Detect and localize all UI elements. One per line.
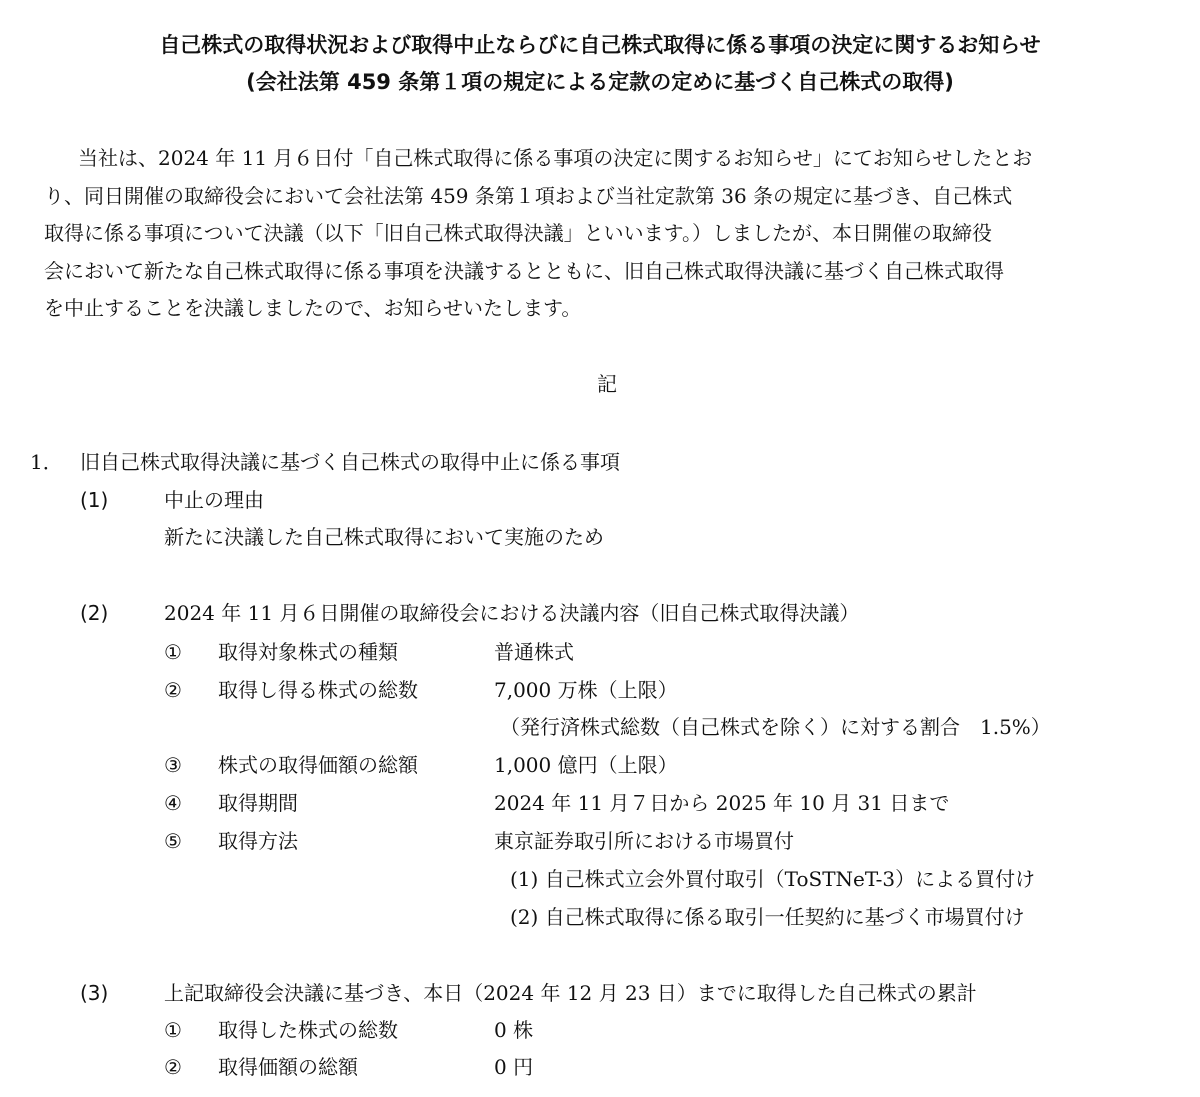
item-1-number: (1) (80, 488, 109, 512)
row-mark: ③ (164, 753, 182, 777)
row-mark: ② (164, 1055, 182, 1079)
intro-line: 当社は、2024 年 11 月６日付「自己株式取得に係る事項の決定に関するお知らせ」にてお知らせしたとお (78, 146, 1033, 170)
row-value: 1,000 億円（上限） (494, 753, 678, 777)
document-title: 自己株式の取得状況および取得中止ならびに自己株式取得に係る事項の決定に関するお知らせ (159, 33, 1041, 57)
row-value: 普通株式 (494, 640, 574, 664)
ratio-note: （発行済株式総数（自己株式を除く）に対する割合 1.5%） (500, 715, 1051, 739)
method-sub-item: (2) 自己株式取得に係る取引一任契約に基づく市場買付け (510, 905, 1025, 929)
item-1-label: 中止の理由 (164, 488, 264, 512)
row-mark: ① (164, 640, 182, 664)
item-3-label: 上記取締役会決議に基づき、本日（2024 年 12 月 23 日）までに取得した自己株式の累計 (164, 981, 977, 1005)
row-mark: ① (164, 1018, 182, 1042)
row-label: 取得対象株式の種類 (218, 640, 398, 664)
row-label: 取得価額の総額 (218, 1055, 358, 1079)
row-label: 株式の取得価額の総額 (218, 753, 418, 777)
item-3-number: (3) (80, 981, 109, 1005)
section-1-heading: 旧自己株式取得決議に基づく自己株式の取得中止に係る事項 (80, 450, 620, 474)
document-subtitle: (会社法第 459 条第１項の規定による定款の定めに基づく自己株式の取得) (246, 70, 954, 94)
intro-line: り、同日開催の取締役会において会社法第 459 条第１項および当社定款第 36 条の規定に基づき、自己株式 (44, 183, 1013, 208)
row-value: 0 株 (494, 1018, 534, 1042)
row-value: 7,000 万株（上限） (494, 678, 678, 702)
method-sub-item: (1) 自己株式立会外買付取引（ToSTNeT-3）による買付け (510, 867, 1036, 891)
row-mark: ④ (164, 791, 182, 815)
row-mark: ⑤ (164, 829, 182, 853)
item-2-number: (2) (80, 601, 109, 625)
intro-paragraph (44, 140, 1164, 328)
intro-line: を中止することを決議しましたので、お知らせいたします。 (44, 296, 582, 320)
row-value: 東京証券取引所における市場買付 (494, 829, 794, 853)
row-label: 取得期間 (218, 791, 298, 815)
section-1-number: 1． (30, 450, 63, 474)
item-2-label: 2024 年 11 月６日開催の取締役会における決議内容（旧自己株式取得決議） (164, 601, 860, 625)
row-label: 取得方法 (218, 829, 298, 853)
row-label: 取得した株式の総数 (218, 1018, 398, 1042)
row-label: 取得し得る株式の総数 (218, 678, 418, 702)
ki-marker: 記 (597, 372, 617, 396)
intro-line: 取得に係る事項について決議（以下「旧自己株式取得決議」といいます。）しましたが、本日開催の取締役 (44, 221, 992, 245)
intro-line: 会において新たな自己株式取得に係る事項を決議するとともに、旧自己株式取得決議に基づく自己株式取得 (44, 258, 1004, 283)
row-value: 2024 年 11 月７日から 2025 年 10 月 31 日まで (494, 791, 950, 815)
row-mark: ② (164, 678, 182, 702)
row-value: 0 円 (494, 1055, 534, 1079)
item-1-text: 新たに決議した自己株式取得において実施のため (164, 525, 604, 549)
